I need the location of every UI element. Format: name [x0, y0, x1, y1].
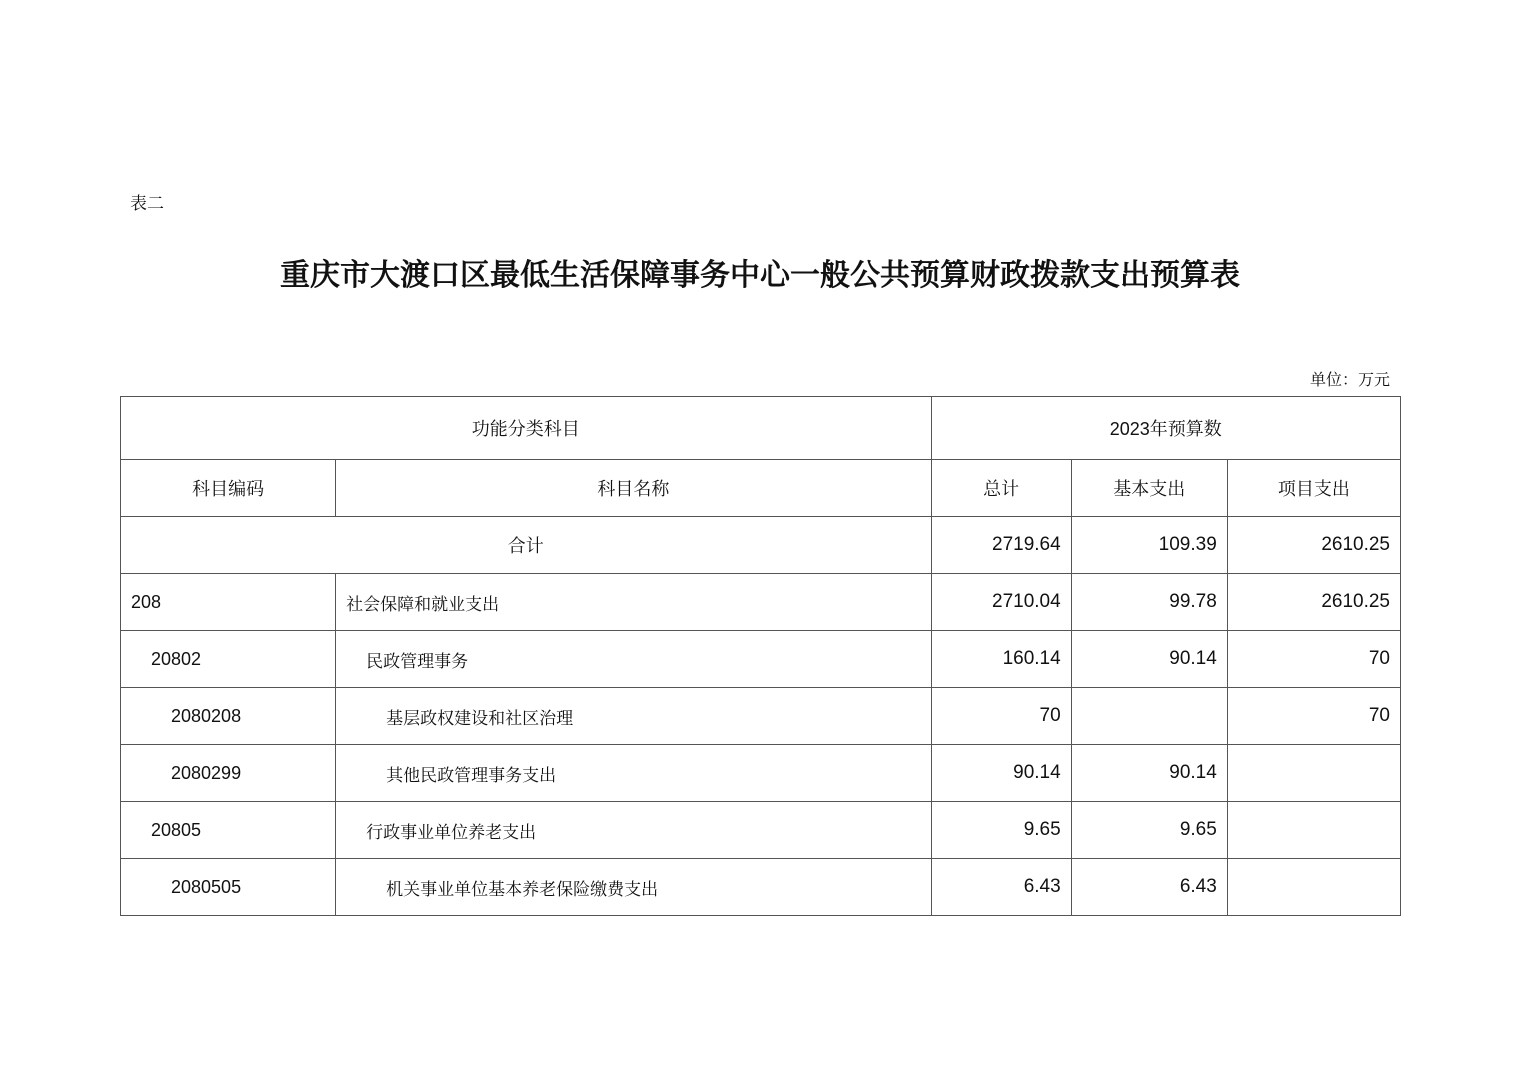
header-budget-2023: 2023年预算数 [931, 397, 1400, 460]
row-code: 2080299 [121, 745, 336, 802]
row-project [1227, 859, 1400, 916]
row-code: 2080505 [121, 859, 336, 916]
row-name: 民政管理事务 [336, 631, 931, 688]
table-row [121, 745, 1401, 802]
row-name: 机关事业单位基本养老保险缴费支出 [336, 859, 931, 916]
column-header-row [121, 460, 1401, 517]
header-name: 科目名称 [336, 460, 931, 517]
row-total: 90.14 [931, 745, 1071, 802]
total-project: 2610.25 [1227, 517, 1400, 574]
row-basic: 9.65 [1071, 802, 1227, 859]
row-code: 20805 [121, 802, 336, 859]
row-name: 社会保障和就业支出 [336, 574, 931, 631]
row-basic [1071, 688, 1227, 745]
row-project [1227, 745, 1400, 802]
row-project: 70 [1227, 688, 1400, 745]
row-name: 其他民政管理事务支出 [336, 745, 931, 802]
row-code: 20802 [121, 631, 336, 688]
header-project: 项目支出 [1227, 460, 1400, 517]
row-total: 70 [931, 688, 1071, 745]
table-row [121, 631, 1401, 688]
row-total: 6.43 [931, 859, 1071, 916]
unit-label: 单位：万元 [1309, 370, 1390, 389]
row-code: 208 [121, 574, 336, 631]
row-basic: 6.43 [1071, 859, 1227, 916]
row-basic: 90.14 [1071, 631, 1227, 688]
header-code: 科目编码 [121, 460, 336, 517]
row-code: 2080208 [121, 688, 336, 745]
row-total: 9.65 [931, 802, 1071, 859]
group-header-row [121, 397, 1401, 460]
row-project: 2610.25 [1227, 574, 1400, 631]
total-row [121, 517, 1401, 574]
row-total: 2710.04 [931, 574, 1071, 631]
header-total: 总计 [931, 460, 1071, 517]
row-total: 160.14 [931, 631, 1071, 688]
row-basic: 99.78 [1071, 574, 1227, 631]
row-basic: 90.14 [1071, 745, 1227, 802]
header-basic: 基本支出 [1071, 460, 1227, 517]
table-row [121, 688, 1401, 745]
table-row [121, 859, 1401, 916]
total-sum: 2719.64 [931, 517, 1071, 574]
total-label: 合计 [121, 517, 932, 574]
row-name: 基层政权建设和社区治理 [336, 688, 931, 745]
row-project: 70 [1227, 631, 1400, 688]
table-row [121, 802, 1401, 859]
budget-table [120, 396, 1401, 916]
table-number-label: 表二 [130, 194, 164, 214]
row-name: 行政事业单位养老支出 [336, 802, 931, 859]
row-project [1227, 802, 1400, 859]
document-title: 重庆市大渡口区最低生活保障事务中心一般公共预算财政拨款支出预算表 [280, 258, 1240, 293]
header-functional-classification: 功能分类科目 [121, 397, 932, 460]
table-row [121, 574, 1401, 631]
total-basic: 109.39 [1071, 517, 1227, 574]
